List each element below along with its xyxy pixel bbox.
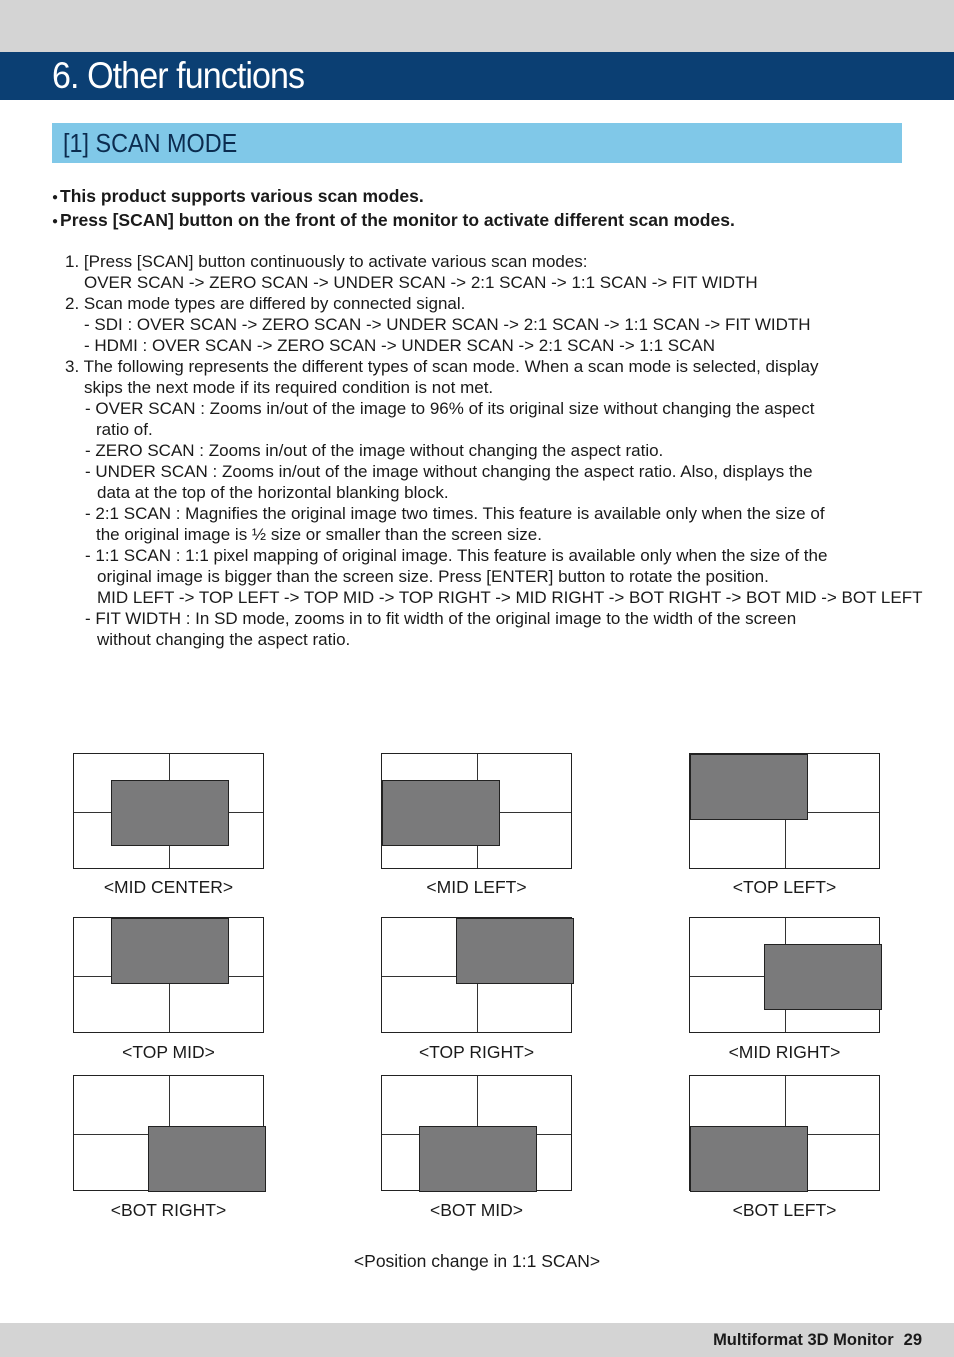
instruction-line: ratio of. — [96, 420, 153, 439]
instruction-line: - ZERO SCAN : Zooms in/out of the image without changing the aspect ratio. — [85, 441, 664, 460]
figure-caption: <Position change in 1:1 SCAN> — [353, 1251, 601, 1271]
instruction-line: - SDI : OVER SCAN -> ZERO SCAN -> UNDER SCAN -> 2:1 SCAN -> 1:1 SCAN -> FIT WIDTH — [84, 315, 811, 334]
footer-text — [713, 1331, 922, 1350]
instruction-line: the original image is ½ size or smaller than the screen size. — [96, 525, 542, 544]
bullet-dot-icon: ● — [52, 192, 59, 203]
position-label: <BOT LEFT> — [732, 1200, 837, 1220]
instructions-list — [65, 251, 935, 650]
chapter-header — [0, 52, 954, 100]
instruction-line: 3. The following represents the different types of scan mode. When a scan mode is selected, display — [65, 357, 819, 376]
position-label: <TOP MID> — [122, 1042, 215, 1062]
position-label: <MID RIGHT> — [728, 1042, 841, 1062]
instruction-line: 2. Scan mode types are differed by connected signal. — [65, 294, 466, 313]
instruction-line: - 1:1 SCAN : 1:1 pixel mapping of original image. This feature is available only when the size of the — [85, 546, 828, 565]
screen-diagram — [381, 1075, 572, 1191]
page-number: 29 — [903, 1331, 922, 1349]
instruction-line: - HDMI : OVER SCAN -> ZERO SCAN -> UNDER SCAN -> 2:1 SCAN -> 1:1 SCAN — [84, 336, 716, 355]
instruction-line: MID LEFT -> TOP LEFT -> TOP MID -> TOP RIGHT -> MID RIGHT -> BOT RIGHT -> BOT MID -> BOT LEFT — [97, 588, 923, 607]
image-position-block — [111, 780, 229, 846]
instruction-line: 1. [Press [SCAN] button continuously to activate various scan modes: — [65, 252, 588, 271]
instruction-line: - FIT WIDTH : In SD mode, zooms in to fit width of the original image to the width of the screen — [85, 609, 797, 628]
top-band — [0, 0, 954, 52]
image-position-block — [690, 754, 808, 820]
bullet-list — [52, 185, 932, 233]
bullet-text: Press [SCAN] button on the front of the monitor to activate different scan modes. — [60, 210, 735, 230]
position-label: <MID CENTER> — [103, 877, 234, 897]
bullet-dot-icon: ● — [52, 216, 59, 227]
instruction-line: OVER SCAN -> ZERO SCAN -> UNDER SCAN -> 2:1 SCAN -> 1:1 SCAN -> FIT WIDTH — [84, 273, 758, 292]
bullet-item — [52, 185, 932, 209]
chapter-title: 6. Other functions — [52, 55, 305, 96]
position-label: <MID LEFT> — [426, 877, 527, 897]
screen-diagram — [73, 917, 264, 1033]
instruction-line: - OVER SCAN : Zooms in/out of the image to 96% of its original size without changing the aspect — [85, 399, 815, 418]
image-position-block — [419, 1126, 537, 1192]
position-label: <BOT RIGHT> — [110, 1200, 227, 1220]
section-header — [52, 123, 902, 163]
screen-diagram — [73, 753, 264, 869]
screen-diagram — [381, 753, 572, 869]
bullet-text: This product supports various scan modes. — [60, 186, 424, 206]
page-footer — [0, 1323, 954, 1357]
footer-product-name: Multiformat 3D Monitor — [713, 1331, 894, 1349]
section-title: [1] SCAN MODE — [63, 128, 238, 158]
position-label: <TOP RIGHT> — [418, 1042, 535, 1062]
image-position-block — [148, 1126, 266, 1192]
instruction-line: data at the top of the horizontal blanking block. — [97, 483, 449, 502]
screen-diagram — [689, 917, 880, 1033]
image-position-block — [690, 1126, 808, 1192]
position-label: <TOP LEFT> — [732, 877, 837, 897]
screen-diagram — [689, 753, 880, 869]
screen-diagram — [689, 1075, 880, 1191]
instruction-line: - UNDER SCAN : Zooms in/out of the image without changing the aspect ratio. Also, displays the — [85, 462, 813, 481]
image-position-block — [111, 918, 229, 984]
image-position-block — [382, 780, 500, 846]
image-position-block — [456, 918, 574, 984]
screen-diagram — [381, 917, 572, 1033]
instruction-line: original image is bigger than the screen size. Press [ENTER] button to rotate the position. — [97, 567, 769, 586]
screen-diagram — [73, 1075, 264, 1191]
instruction-line: - 2:1 SCAN : Magnifies the original image two times. This feature is available only when the size of — [85, 504, 825, 523]
instruction-line: skips the next mode if its required condition is not met. — [84, 378, 494, 397]
instruction-line: without changing the aspect ratio. — [97, 630, 351, 649]
bullet-item — [52, 209, 932, 233]
position-label: <BOT MID> — [429, 1200, 524, 1220]
image-position-block — [764, 944, 882, 1010]
